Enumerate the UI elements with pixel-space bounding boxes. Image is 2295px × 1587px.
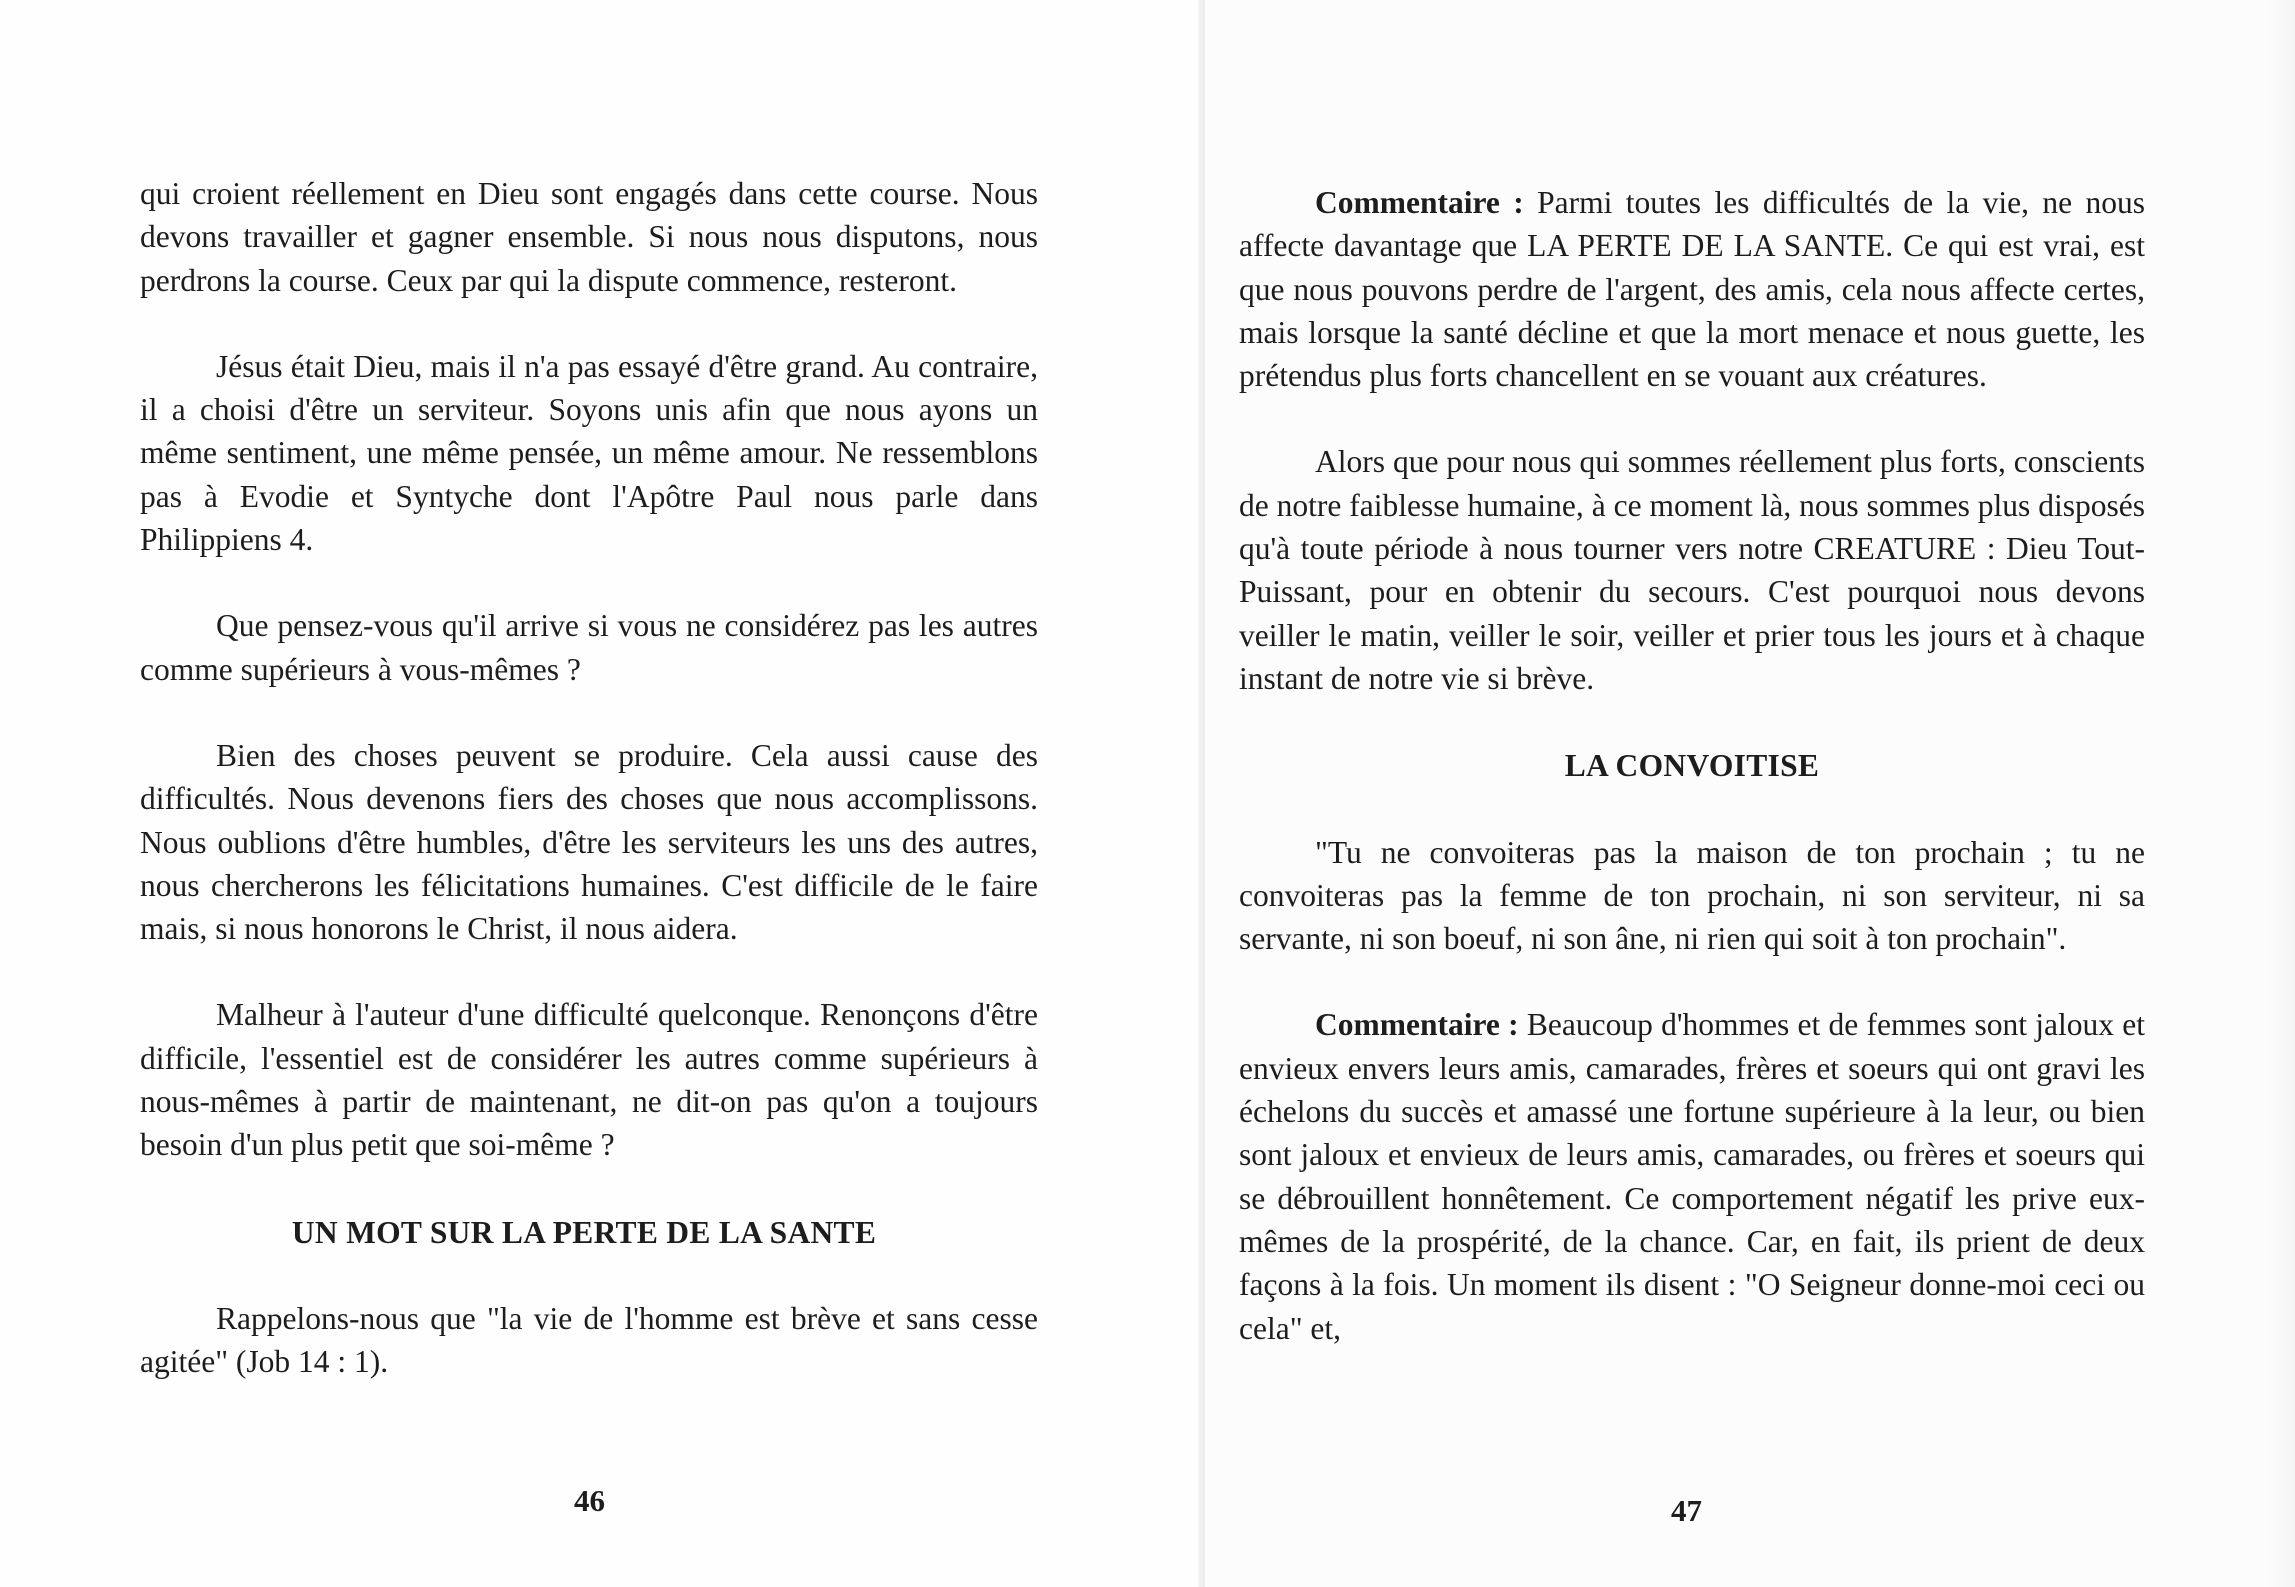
right-page — [1205, 0, 2295, 1587]
right-page-text — [1239, 181, 2145, 1350]
page-number-right: 47 — [1671, 1493, 1702, 1528]
right-comment-paragraph-2 — [1239, 1003, 2145, 1349]
page-number-left: 46 — [574, 1483, 605, 1518]
left-paragraph-5: Malheur à l'auteur d'une difficulté quelconque. Renonçons d'être difficile, l'essentiel est de considérer les autres comme supérieurs à nous-mêmes à partir de maintenant, ne dit-on pas qu'on a toujours besoin d'un plus petit que soi-même ? — [140, 997, 1038, 1163]
right-quote-paragraph: "Tu ne convoiteras pas la maison de ton prochain ; tu ne convoiteras pas la femme de ton prochain, ni son serviteur, ni sa servante, ni son boeuf, ni son âne, ni rien qui soit à ton prochain". — [1239, 834, 2145, 957]
comment-text: Beaucoup d'hommes et de femmes sont jaloux et envieux envers leurs amis, camarades, frères et soeurs qui ont gravi les échelons du succès et amassé une fortune supérieure à la leur, ou bien sont jaloux et envieux de leurs amis, camarades, ou frères et soeurs qui se débrouillent honnêtement. Ce comportement négatif les prive eux-mêmes de la prospérité, de la chance. Car, en fait, ils prient de deux façons à la fois. Un moment ils disent : "O Seigneur donne-moi ceci ou cela" et, — [1239, 1007, 2146, 1346]
left-paragraph-4: Bien des choses peuvent se produire. Cela aussi cause des difficultés. Nous devenons fiers des choses que nous accomplissons. Nous oublions d'être humbles, d'être les serviteurs les uns des autres, nous chercherons les félicitations humaines. C'est difficile de le faire mais, si nous honorons le Christ, il nous aidera. — [140, 737, 1038, 947]
left-paragraph-6: Rappelons-nous que "la vie de l'homme est brève et sans cesse agitée" (Job 14 : 1). — [140, 1300, 1038, 1380]
comment-label: Commentaire : — [1315, 1007, 1519, 1043]
comment-text: Parmi toutes les difficultés de la vie, ne nous affecte davantage que LA PERTE DE LA SANTE. Ce qui est vrai, est que nous pouvons perdre de l'argent, des amis, cela nous affecte certes, mais lorsque la santé décline et que la mort menace et nous guette, les prétendus plus forts chancellent en se vouant aux créatures. — [1239, 185, 2145, 394]
right-comment-paragraph-1 — [1239, 181, 2145, 397]
right-paragraph-2: Alors que pour nous qui sommes réellement plus forts, conscients de notre faiblesse humaine, à ce moment là, nous sommes plus disposés qu'à toute période à nous tourner vers notre CREATURE : Dieu Tout-Puissant, pour en obtenir du secours. C'est pourquoi nous devons veiller le matin, veiller le soir, veiller et prier tous les jours et à chaque instant de notre vie si brève. — [1239, 444, 2145, 696]
page-edge-shadow — [2265, 0, 2295, 1587]
left-section-heading: UN MOT SUR LA PERTE DE LA SANTE — [291, 1214, 877, 1250]
right-section-heading: LA CONVOITISE — [1564, 748, 1820, 784]
left-paragraph-2: Jésus était Dieu, mais il n'a pas essayé d'être grand. Au contraire, il a choisi d'être un serviteur. Soyons unis afin que nous ayons un même sentiment, une même pensée, un même amour. Ne ressemblons pas à Evodie et Syntyche dont l'Apôtre Paul nous parle dans Philippiens 4. — [140, 348, 1038, 558]
left-paragraph-1: qui croient réellement en Dieu sont engagés dans cette course. Nous devons travailler et gagner ensemble. Si nous nous disputons, nous perdrons la course. Ceux par qui la dispute commence, resteront. — [140, 176, 1038, 298]
comment-label: Commentaire : — [1315, 185, 1524, 220]
left-paragraph-3: Que pensez-vous qu'il arrive si vous ne considérez pas les autres comme supérieurs à vous-mêmes ? — [140, 608, 1038, 687]
left-page-text — [140, 172, 1038, 1384]
